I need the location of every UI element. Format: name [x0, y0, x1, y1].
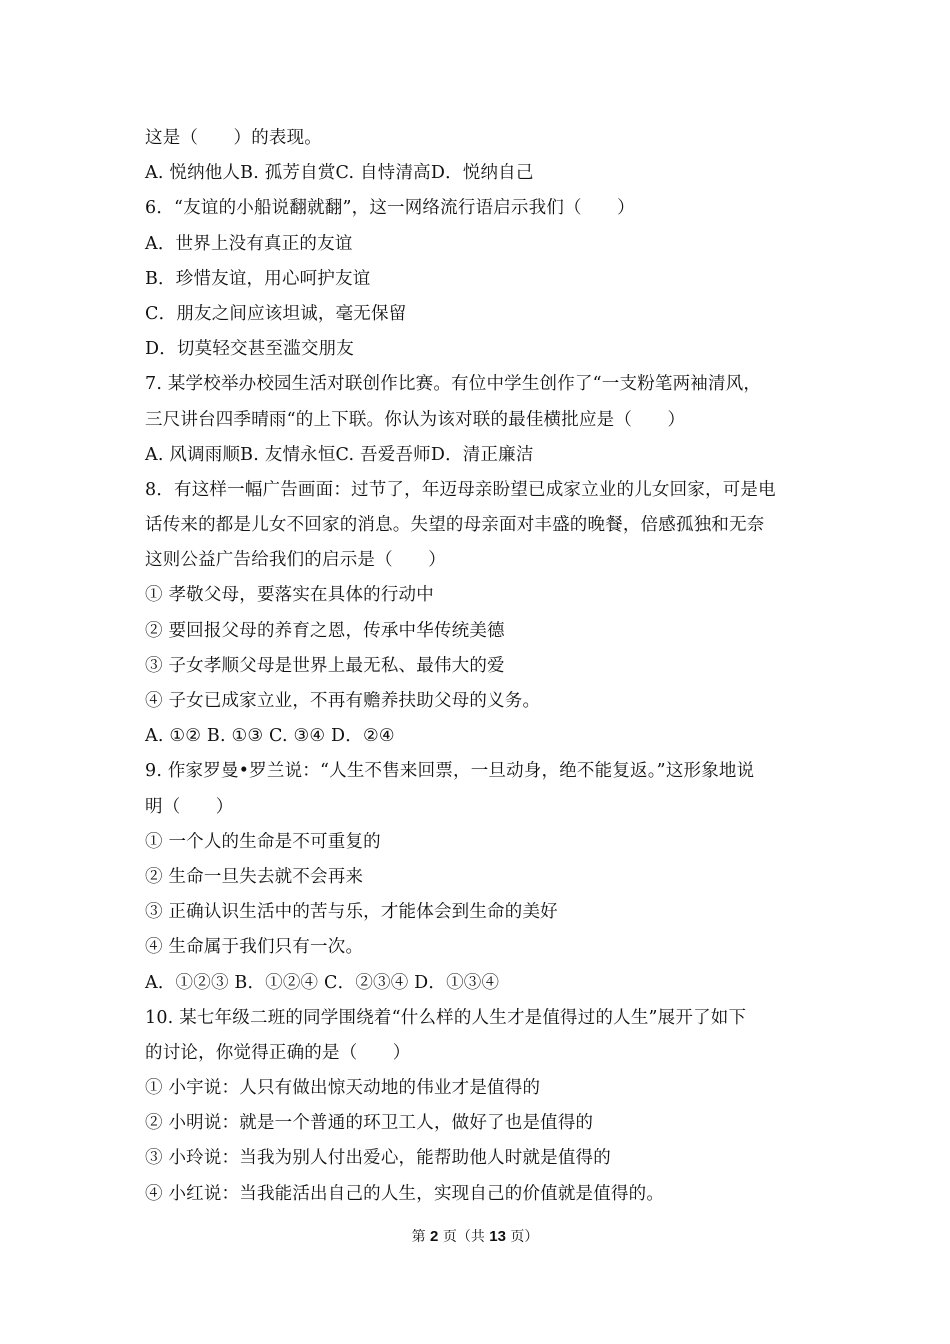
footer-page-number: 2 [430, 1228, 439, 1245]
text-line: 10. 某七年级二班的同学围绕着“什么样的人生才是值得过的人生”展开了如下 [145, 1007, 747, 1028]
text-line: 这则公益广告给我们的启示是（ ） [145, 550, 446, 571]
text-line: A．①②③ B．①②④ C．②③④ D．①③④ [145, 972, 500, 993]
footer-suffix: 页） [510, 1229, 539, 1245]
text-line: ② 小明说：就是一个普通的环卫工人，做好了也是值得的 [145, 1113, 594, 1134]
text-line: B．珍惜友谊，用心呵护友谊 [145, 268, 371, 289]
text-line: A. ①② B. ①③ C. ③④ D．②④ [145, 726, 395, 747]
text-line: A. 风调雨顺B. 友情永恒C. 吾爱吾师D．清正廉洁 [145, 444, 534, 465]
text-line: ④ 生命属于我们只有一次。 [145, 937, 364, 958]
text-line: 三尺讲台四季晴雨“的上下联。你认为该对联的最佳横批应是（ ） [145, 409, 686, 430]
text-line: 6．“友谊的小船说翻就翻”，这一网络流行语启示我们（ ） [145, 198, 635, 219]
text-line: ④ 小红说：当我能活出自己的人生，实现自己的价值就是值得的。 [145, 1183, 665, 1204]
text-line: ② 生命一旦失去就不会再来 [145, 866, 364, 887]
page-footer [0, 1226, 950, 1248]
text-line: 这是（ ）的表现。 [145, 128, 322, 148]
text-line: 的讨论，你觉得正确的是（ ） [145, 1042, 411, 1063]
text-line: A. 悦纳他人B. 孤芳自赏C. 自恃清高D．悦纳自己 [145, 163, 534, 184]
footer-middle: 页（共 [442, 1229, 485, 1245]
text-line: C．朋友之间应该坦诚，毫无保留 [145, 303, 407, 324]
text-line: 明（ ） [145, 796, 234, 817]
text-line: ① 小宇说：人只有做出惊天动地的伟业才是值得的 [145, 1078, 541, 1099]
text-line: ③ 子女孝顺父母是世界上最无私、最伟大的爱 [145, 655, 505, 676]
text-line: ① 孝敬父母，要落实在具体的行动中 [145, 585, 434, 606]
text-line: ④ 子女已成家立业，不再有赡养扶助父母的义务。 [145, 691, 541, 711]
text-line: 9. 作家罗曼•罗兰说：“人生不售来回票，一旦动身，绝不能复返。”这形象地说 [145, 761, 755, 782]
text-line: A．世界上没有真正的友谊 [145, 233, 353, 254]
text-line: 8．有这样一幅广告画面：过节了，年迈母亲盼望已成家立业的儿女回家，可是电 [145, 479, 776, 500]
text-line: ③ 正确认识生活中的苦与乐，才能体会到生命的美好 [145, 902, 558, 923]
footer-total-pages: 13 [489, 1228, 506, 1245]
text-line: ① 一个人的生命是不可重复的 [145, 831, 381, 852]
text-line: ③ 小玲说：当我为别人付出爱心，能帮助他人时就是值得的 [145, 1148, 611, 1169]
text-line: 7. 某学校举办校园生活对联创作比赛。有位中学生创作了“一支粉笔两袖清风， [145, 374, 762, 395]
text-line: D．切莫轻交甚至滥交朋友 [145, 339, 354, 360]
text-line: 话传来的都是儿女不回家的消息。失望的母亲面对丰盛的晚餐，倍感孤独和无奈 [145, 515, 765, 536]
text-line: ② 要回报父母的养育之恩，传承中华传统美德 [145, 620, 505, 641]
footer-prefix: 第 [411, 1229, 426, 1245]
document-body [145, 121, 825, 1212]
